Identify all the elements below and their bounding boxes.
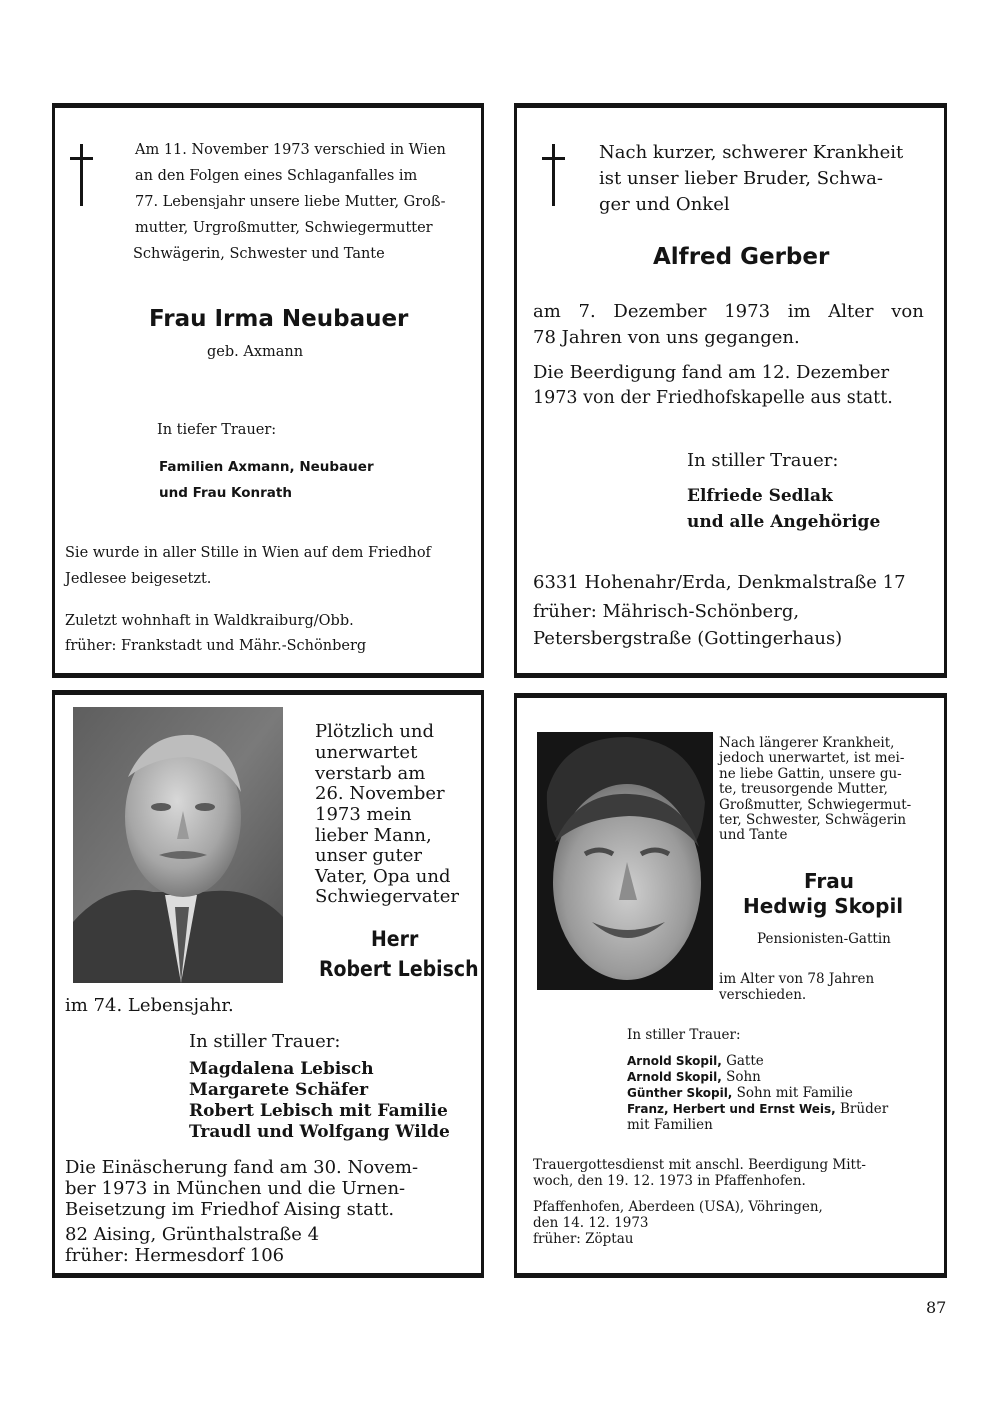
- intro-line: Nach längerer Krankheit,: [719, 735, 895, 751]
- mourner-name: Günther Skopil,: [627, 1086, 733, 1100]
- intro-line: mutter, Urgroßmutter, Schwiegermutter: [135, 220, 433, 236]
- mourner-row: [627, 1085, 853, 1101]
- address-line: 6331 Hohenahr/Erda, Denkmalstraße 17: [533, 572, 906, 593]
- mourning-label: In tiefer Trauer:: [157, 422, 277, 438]
- mourner-name: Franz, Herbert und Ernst Weis,: [627, 1102, 836, 1116]
- text-line: am 7. Dezember 1973 im Alter von: [533, 301, 924, 322]
- cremation-line: Die Einäscherung fand am 30. Novem-: [65, 1157, 419, 1178]
- intro-line: 26. November: [315, 783, 445, 804]
- intro-line: Nach kurzer, schwerer Krankheit: [599, 142, 904, 163]
- residence-line: früher: Frankstadt und Mähr.-Schönberg: [65, 638, 367, 654]
- burial-line: Die Beerdigung fand am 12. Dezember: [533, 362, 890, 383]
- mourner-row: [627, 1069, 761, 1085]
- mourners-line: Traudl und Wolfgang Wilde: [189, 1122, 450, 1142]
- mourner-relation: Brüder: [840, 1101, 889, 1117]
- portrait-photo: [73, 707, 283, 983]
- notice-skopil: [514, 693, 947, 1278]
- mourners-line: Margarete Schäfer: [189, 1080, 369, 1100]
- age-line: im 74. Lebensjahr.: [65, 995, 234, 1016]
- deceased-name: Robert Lebisch: [319, 957, 479, 981]
- deceased-name: Frau Irma Neubauer: [149, 306, 409, 332]
- intro-line: 77. Lebensjahr unsere liebe Mutter, Groß-: [135, 194, 446, 210]
- mourner-name: Arnold Skopil,: [627, 1070, 722, 1084]
- intro-line: ist unser lieber Bruder, Schwa-: [599, 168, 883, 189]
- mourning-label: In stiller Trauer:: [627, 1027, 741, 1043]
- intro-line: ger und Onkel: [599, 194, 730, 215]
- intro-line: und Tante: [719, 827, 788, 843]
- subtitle: Pensionisten-Gattin: [757, 931, 891, 947]
- mourners-line: und Frau Konrath: [159, 485, 292, 501]
- deceased-name: Alfred Gerber: [653, 244, 830, 270]
- notice-lebisch: [52, 690, 484, 1278]
- cremation-line: ber 1973 in München und die Urnen-: [65, 1178, 406, 1199]
- notice-gerber: [514, 103, 947, 678]
- mourning-label: In stiller Trauer:: [687, 450, 839, 471]
- intro-line: Plötzlich und: [315, 721, 435, 742]
- maiden-name: geb. Axmann: [207, 344, 304, 360]
- intro-line: Schwägerin, Schwester und Tante: [133, 246, 385, 262]
- mourners-line: Robert Lebisch mit Familie: [189, 1101, 448, 1121]
- intro-line: jedoch unerwartet, ist mei-: [719, 750, 905, 766]
- service-line: woch, den 19. 12. 1973 in Pfaffenhofen.: [533, 1173, 806, 1189]
- mourner-relation: Sohn: [726, 1069, 761, 1085]
- mourners-line: Familien Axmann, Neubauer: [159, 459, 374, 475]
- notice-neubauer: [52, 103, 484, 678]
- mourners-line: Magdalena Lebisch: [189, 1059, 374, 1079]
- mourner-relation: Sohn mit Familie: [736, 1085, 853, 1101]
- address-line: 82 Aising, Grünthalstraße 4: [65, 1224, 320, 1245]
- cremation-line: Beisetzung im Friedhof Aising statt.: [65, 1199, 395, 1220]
- intro-line: unser guter: [315, 845, 423, 866]
- burial-line: Sie wurde in aller Stille in Wien auf dem Friedhof: [65, 545, 431, 561]
- intro-line: lieber Mann,: [315, 825, 432, 846]
- places-line: den 14. 12. 1973: [533, 1215, 649, 1231]
- burial-line: Jedlesee beigesetzt.: [65, 571, 212, 587]
- intro-line: unerwartet: [315, 742, 418, 763]
- cross-icon: [70, 144, 93, 206]
- intro-line: Schwiegervater: [315, 886, 459, 907]
- places-line: früher: Zöptau: [533, 1231, 634, 1247]
- text-line: 78 Jahren von uns gegangen.: [533, 327, 800, 348]
- deceased-title: Frau: [804, 869, 854, 893]
- age-line: verschieden.: [719, 987, 807, 1003]
- residence-line: Zuletzt wohnhaft in Waldkraiburg/Obb.: [65, 613, 354, 629]
- intro-line: verstarb am: [315, 763, 426, 784]
- mourners-extra: mit Familien: [627, 1117, 713, 1133]
- address-line: Petersbergstraße (Gottingerhaus): [533, 628, 843, 649]
- deceased-title: Herr: [371, 927, 419, 951]
- mourner-row: [627, 1053, 764, 1069]
- age-line: im Alter von 78 Jahren: [719, 971, 875, 987]
- address-line: früher: Mährisch-Schönberg,: [533, 601, 800, 622]
- mourners-line: und alle Angehörige: [687, 512, 881, 532]
- places-line: Pfaffenhofen, Aberdeen (USA), Vöhringen,: [533, 1199, 823, 1215]
- intro-line: ne liebe Gattin, unsere gu-: [719, 766, 902, 782]
- portrait-photo: [537, 732, 713, 990]
- service-line: Trauergottesdienst mit anschl. Beerdigung Mitt-: [533, 1157, 866, 1173]
- cross-icon: [542, 144, 565, 206]
- intro-line: Großmutter, Schwiegermut-: [719, 797, 912, 813]
- intro-line: te, treusorgende Mutter,: [719, 781, 888, 797]
- mourning-label: In stiller Trauer:: [189, 1031, 341, 1052]
- intro-line: ter, Schwester, Schwägerin: [719, 812, 907, 828]
- burial-line: 1973 von der Friedhofskapelle aus statt.: [533, 388, 893, 408]
- intro-line: Am 11. November 1973 verschied in Wien: [135, 142, 446, 158]
- mourner-row: [627, 1101, 888, 1117]
- page-number: 87: [926, 1298, 947, 1317]
- intro-line: Vater, Opa und: [315, 866, 451, 887]
- deceased-name: Hedwig Skopil: [743, 894, 904, 918]
- intro-line: 1973 mein: [315, 804, 412, 825]
- mourners-line: Elfriede Sedlak: [687, 486, 833, 506]
- mourner-name: Arnold Skopil,: [627, 1054, 722, 1068]
- address-line: früher: Hermesdorf 106: [65, 1245, 285, 1266]
- mourner-relation: Gatte: [726, 1053, 764, 1069]
- intro-line: an den Folgen eines Schlaganfalles im: [135, 168, 418, 184]
